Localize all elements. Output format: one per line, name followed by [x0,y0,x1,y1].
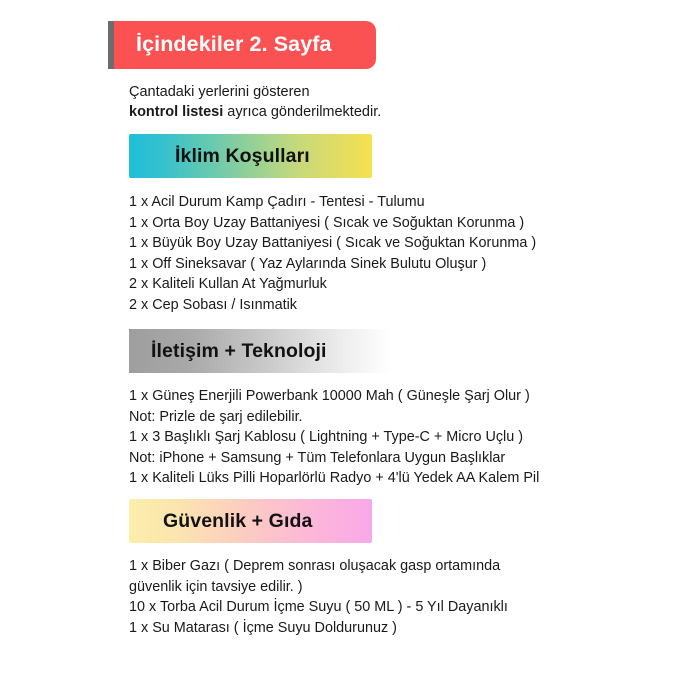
list-item: 1 x Biber Gazı ( Deprem sonrası oluşacak gasp ortamında güvenlik için tavsiye edilir. ) [129,558,501,595]
section-header-guvenlik-label: Güvenlik + Gıda [163,509,313,532]
intro-bold-phrase: kontrol listesi [129,104,224,120]
list-item: 2 x Kaliteli Kullan At Yağmurluk [129,276,327,292]
title-banner-body [114,21,376,69]
list-item: 1 x Acil Durum Kamp Çadırı - Tentesi - Tulumu [129,194,425,210]
list-item: 1 x Büyük Boy Uzay Battaniyesi ( Sıcak ve Soğuktan Korunma ) [129,235,537,251]
list-item: 1 x Kaliteli Lüks Pilli Hoparlörlü Radyo + 4'lü Yedek AA Kalem Pil [129,470,540,486]
item-list-guvenlik [129,556,609,638]
page-title-banner [108,21,376,69]
intro-paragraph [129,82,599,122]
list-item: 1 x Su Matarası ( İçme Suyu Doldurunuz ) [129,619,397,636]
list-item: 10 x Torba Acil Durum İçme Suyu ( 50 ML ) - 5 Yıl Dayanıklı [129,599,508,615]
item-list-iletisim [129,386,609,489]
section-header-iletisim-label: İletişim + Teknoloji [151,339,327,362]
section-header-guvenlik [129,499,372,543]
item-list-iklim [129,192,609,315]
intro-line-1: Çantadaki yerlerini gösteren [129,84,310,100]
list-item: Not: Prizle de şarj edilebilir. [129,408,303,425]
section-header-iletisim [129,329,391,373]
list-item: Not: iPhone + Samsung + Tüm Telefonlara Uygun Başlıklar [129,449,506,466]
list-item: 1 x 3 Başlıklı Şarj Kablosu ( Lightning + Type-C + Micro Uçlu ) [129,429,524,445]
intro-line-2-rest: ayrıca gönderilmektedir. [223,104,382,120]
section-header-iklim-label: İklim Koşulları [175,144,310,167]
list-item: 1 x Off Sineksavar ( Yaz Aylarında Sinek Bulutu Oluşur ) [129,255,487,272]
list-item: 2 x Cep Sobası / Isınmatik [129,296,297,313]
list-item: 1 x Orta Boy Uzay Battaniyesi ( Sıcak ve Soğuktan Korunma ) [129,214,525,231]
list-item: 1 x Güneş Enerjili Powerbank 10000 Mah ( Güneşle Şarj Olur ) [129,388,530,404]
page-title: İçindekiler 2. Sayfa [136,32,332,57]
section-header-iklim [129,134,372,178]
